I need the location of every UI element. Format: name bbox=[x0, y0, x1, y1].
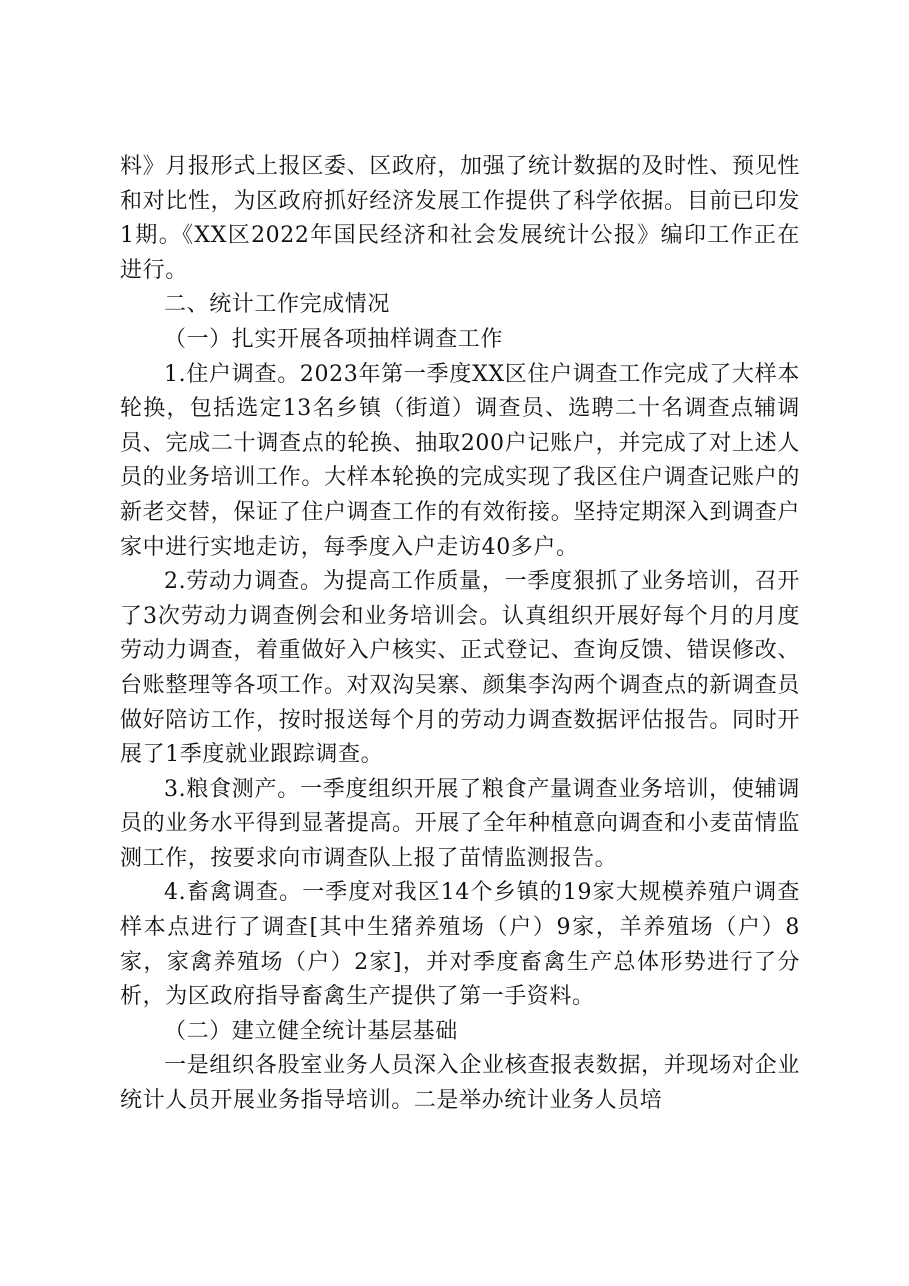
paragraph-household-survey: 1.住户调查。2023年第一季度XX区住户调查工作完成了大样本轮换，包括选定13名乡镇（街道）调查员、选聘二十名调查点辅调员、完成二十调查点的轮换、抽取200户记账户，并完成了对上述人员的业务培训工作。大样本轮换的完成实现了我区住户调查记账户的新老交替，保证了住户调查工作的有效衔接。坚持定期深入到调查户家中进行实地走访，每季度入户走访40多户。 bbox=[120, 361, 800, 560]
paragraph-labor-survey: 2.劳动力调查。为提高工作质量，一季度狠抓了业务培训，召开了3次劳动力调查例会和业务培训会。认真组织开展好每个月的月度劳动力调查，着重做好入户核实、正式登记、查询反馈、错误修改、台账整理等各项工作。对双沟吴寨、颜集李沟两个调查点的新调查员做好陪访工作，按时报送每个月的劳动力调查数据评估报告。同时开展了1季度就业跟踪调查。 bbox=[120, 569, 800, 768]
document-body bbox=[120, 150, 800, 1119]
section-heading: 二、统计工作完成情况 bbox=[164, 292, 391, 318]
subsection-heading: （二）建立健全统计基层基础 bbox=[164, 1018, 458, 1044]
paragraph-grassroots: 一是组织各股室业务人员深入企业核查报表数据，并现场对企业统计人员开展业务指导培训。二是举办统计业务人员培 bbox=[120, 1053, 800, 1114]
paragraph-livestock-survey: 4.畜禽调查。一季度对我区14个乡镇的19家大规模养殖户调查样本点进行了调查[其中生猪养殖场（户）9家，羊养殖场（户）8家，家禽养殖场（户）2家]，并对季度畜禽生产总体形势进行了分析，为区政府指导畜禽生产提供了第一手资料。 bbox=[120, 880, 800, 1010]
paragraph-continuation: 料》月报形式上报区委、区政府，加强了统计数据的及时性、预见性和对比性，为区政府抓好经济发展工作提供了科学依据。目前已印发1期。《XX区2022年国民经济和社会发展统计公报》编印工作正在进行。 bbox=[120, 154, 800, 283]
subsection-heading: （一）扎实开展各项抽样调查工作 bbox=[164, 326, 504, 352]
paragraph-grain-yield: 3.粮食测产。一季度组织开展了粮食产量调查业务培训，使辅调员的业务水平得到显著提高。开展了全年种植意向调查和小麦苗情监测工作，按要求向市调查队上报了苗情监测报告。 bbox=[120, 776, 800, 871]
